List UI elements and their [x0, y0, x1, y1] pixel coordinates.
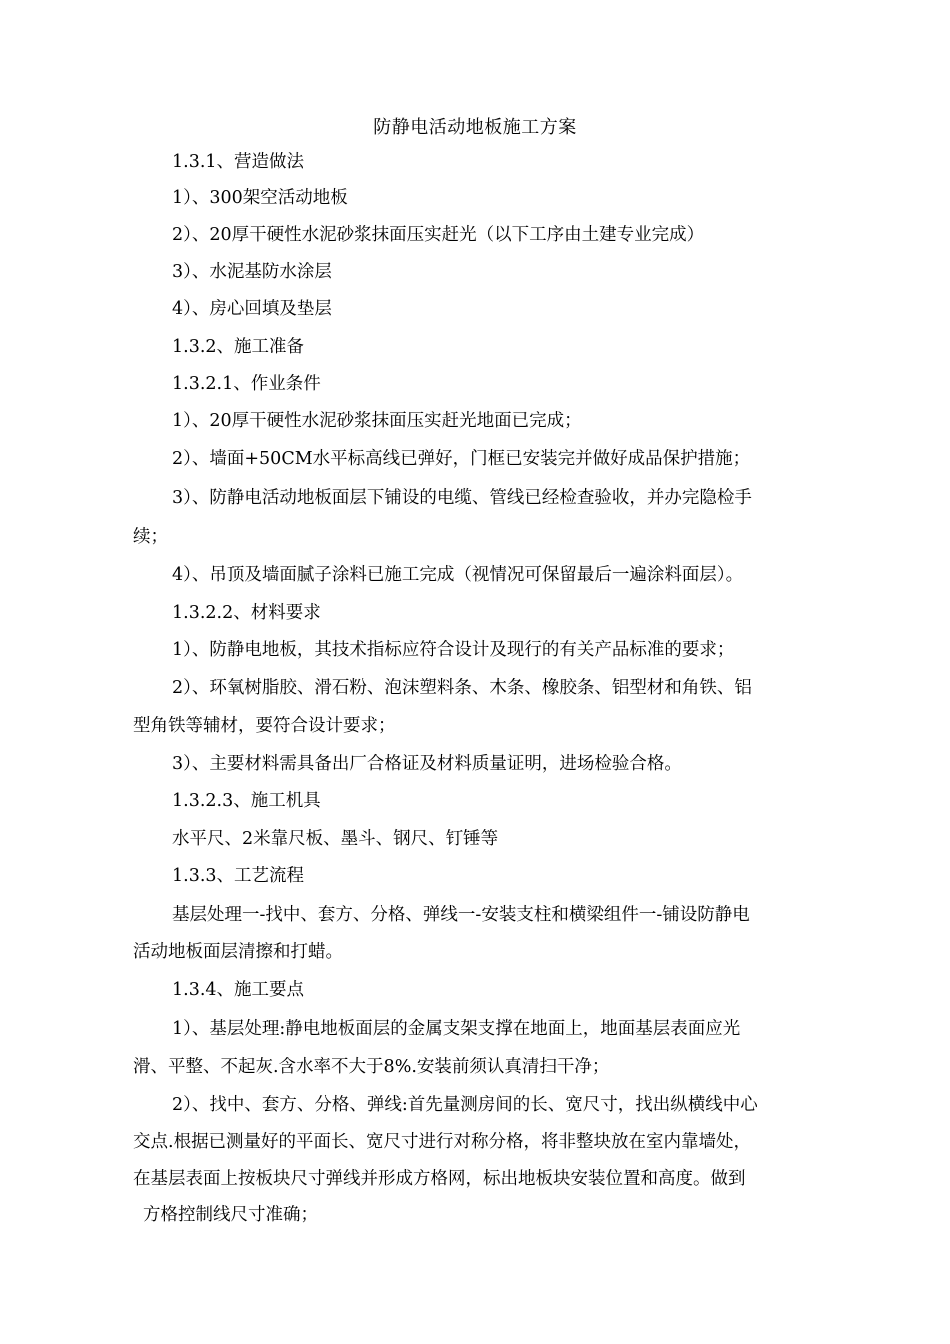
paragraph: 基层处理一-找中、套方、分格、弹线一-安装支柱和横梁组件一-铺设防静电 [172, 905, 750, 925]
list-item: 1）、20厚干硬性水泥砂浆抹面压实赶光地面已完成； [172, 411, 582, 431]
paragraph: 水平尺、2米靠尺板、墨斗、钢尺、钉锤等 [172, 829, 499, 849]
heading-1-3-2-3: 1.3.2.3、施工机具 [172, 791, 321, 811]
list-item: 3）、防静电活动地板面层下铺设的电缆、管线已经检查验收，并办完隐检手 [172, 488, 752, 508]
list-item: 1）、300架空活动地板 [172, 188, 348, 208]
list-item-continuation: 交点.根据已测量好的平面长、宽尺寸进行对称分格，将非整块放在室内靠墙处， [133, 1132, 752, 1152]
list-item: 1）、防静电地板，其技术指标应符合设计及现行的有关产品标准的要求； [172, 640, 735, 660]
heading-1-3-2-1: 1.3.2.1、作业条件 [172, 374, 321, 394]
list-item: 2）、找中、套方、分格、弹线:首先量测房间的长、宽尺寸，找出纵横线中心 [172, 1095, 758, 1115]
list-item-continuation: 型角铁等辅材，要符合设计要求； [133, 716, 396, 736]
heading-1-3-2-2: 1.3.2.2、材料要求 [172, 603, 321, 623]
list-item: 4）、房心回填及垫层 [172, 299, 332, 319]
list-item: 2）、20厚干硬性水泥砂浆抹面压实赶光（以下工序由土建专业完成） [172, 225, 705, 245]
list-item: 1）、基层处理:静电地板面层的金属支架支撑在地面上，地面基层表面应光 [172, 1019, 741, 1039]
paragraph-continuation: 活动地板面层清擦和打蜡。 [133, 942, 343, 962]
document-title: 防静电活动地板施工方案 [373, 117, 577, 138]
list-item: 2）、环氧树脂胶、滑石粉、泡沫塑料条、木条、橡胶条、铝型材和角铁、铝 [172, 678, 752, 698]
heading-1-3-4: 1.3.4、施工要点 [172, 980, 305, 1000]
list-item-continuation: 方格控制线尺寸准确； [143, 1205, 318, 1225]
list-item: 3）、水泥基防水涂层 [172, 262, 332, 282]
list-item-continuation: 滑、平整、不起灰.含水率不大于8%.安装前须认真清扫干净； [133, 1057, 610, 1077]
list-item: 2）、墙面+50CM水平标高线已弹好，门框已安装完并做好成品保护措施； [172, 449, 751, 469]
list-item: 3）、主要材料需具备出厂合格证及材料质量证明，进场检验合格。 [172, 754, 682, 774]
heading-1-3-1: 1.3.1、营造做法 [172, 152, 305, 172]
heading-1-3-2: 1.3.2、施工准备 [172, 337, 305, 357]
list-item: 4）、吊顶及墙面腻子涂料已施工完成（视情况可保留最后一遍涂料面层）。 [172, 565, 744, 585]
list-item-continuation: 续； [133, 527, 168, 547]
list-item-continuation: 在基层表面上按板块尺寸弹线并形成方格网，标出地板块安装位置和高度。做到 [133, 1169, 746, 1189]
heading-1-3-3: 1.3.3、工艺流程 [172, 866, 305, 886]
